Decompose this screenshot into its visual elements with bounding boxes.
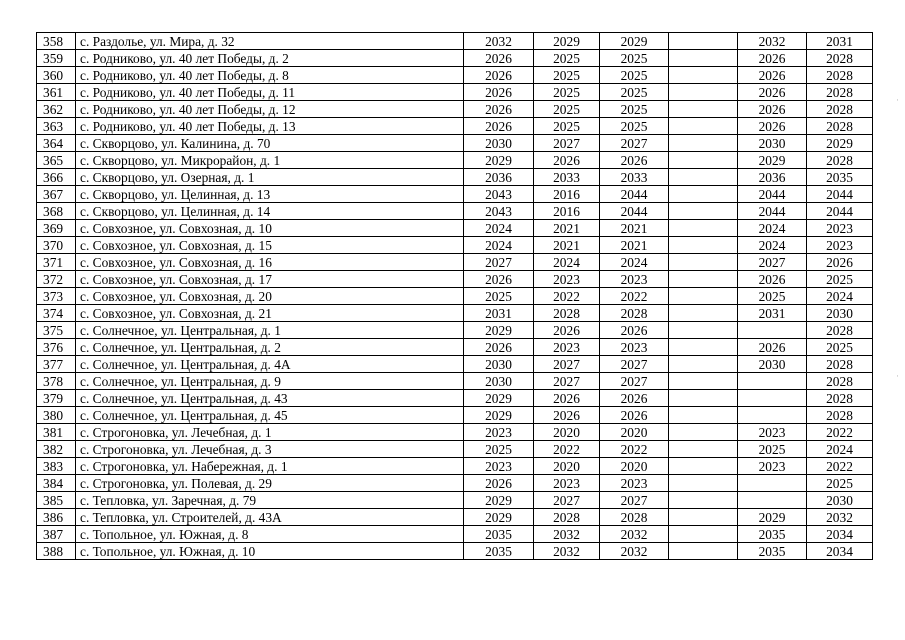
cell-year-col-2: 2027: [534, 356, 600, 373]
cell-row-number: 372: [37, 271, 76, 288]
cell-year-col-2: 2026: [534, 390, 600, 407]
cell-year-col-1: 2029: [464, 492, 534, 509]
cell-year-col-2: 2027: [534, 373, 600, 390]
cell-year-col-1: 2026: [464, 67, 534, 84]
table-row: [37, 458, 873, 475]
table-row: [37, 356, 873, 373]
cell-year-col-5: 2044: [738, 186, 807, 203]
cell-year-col-6: 2028: [807, 373, 873, 390]
cell-year-col-1: 2023: [464, 458, 534, 475]
cell-year-col-4: [669, 509, 738, 526]
cell-year-col-5: 2026: [738, 67, 807, 84]
cell-year-col-1: 2036: [464, 169, 534, 186]
cell-year-col-1: 2025: [464, 441, 534, 458]
cell-year-col-4: [669, 288, 738, 305]
cell-year-col-4: [669, 271, 738, 288]
table-row: [37, 305, 873, 322]
cell-year-col-5: 2026: [738, 118, 807, 135]
cell-year-col-6: 2044: [807, 203, 873, 220]
cell-year-col-5: 2031: [738, 305, 807, 322]
cell-address: с. Тепловка, ул. Заречная, д. 79: [76, 492, 464, 509]
cell-year-col-5: 2027: [738, 254, 807, 271]
cell-year-col-1: 2025: [464, 288, 534, 305]
cell-year-col-3: 2020: [600, 458, 669, 475]
cell-address: с. Строгоновка, ул. Набережная, д. 1: [76, 458, 464, 475]
cell-year-col-6: 2028: [807, 322, 873, 339]
cell-year-col-3: 2028: [600, 509, 669, 526]
cell-year-col-4: [669, 169, 738, 186]
cell-year-col-6: 2028: [807, 67, 873, 84]
cell-year-col-4: [669, 526, 738, 543]
table-row: [37, 152, 873, 169]
cell-year-col-2: 2028: [534, 509, 600, 526]
cell-address: с. Солнечное, ул. Центральная, д. 1: [76, 322, 464, 339]
cell-year-col-3: 2024: [600, 254, 669, 271]
cell-year-col-3: 2025: [600, 84, 669, 101]
cell-row-number: 376: [37, 339, 76, 356]
cell-address: с. Скворцово, ул. Микрорайон, д. 1: [76, 152, 464, 169]
cell-year-col-4: [669, 101, 738, 118]
cell-year-col-4: [669, 356, 738, 373]
cell-address: с. Родниково, ул. 40 лет Победы, д. 12: [76, 101, 464, 118]
cell-year-col-6: 2022: [807, 424, 873, 441]
cell-row-number: 359: [37, 50, 76, 67]
cell-year-col-6: 2030: [807, 492, 873, 509]
cell-year-col-3: 2029: [600, 33, 669, 50]
cell-row-number: 383: [37, 458, 76, 475]
cell-row-number: 379: [37, 390, 76, 407]
cell-year-col-4: [669, 373, 738, 390]
cell-year-col-5: 2026: [738, 50, 807, 67]
cell-year-col-4: [669, 475, 738, 492]
cell-year-col-3: 2022: [600, 288, 669, 305]
cell-year-col-2: 2021: [534, 237, 600, 254]
cell-year-col-3: 2022: [600, 441, 669, 458]
cell-row-number: 371: [37, 254, 76, 271]
table-row: [37, 339, 873, 356]
cell-row-number: 367: [37, 186, 76, 203]
cell-address: с. Скворцово, ул. Калинина, д. 70: [76, 135, 464, 152]
cell-year-col-6: 2034: [807, 526, 873, 543]
cell-year-col-1: 2029: [464, 407, 534, 424]
cell-year-col-6: 2028: [807, 50, 873, 67]
table-row: [37, 135, 873, 152]
cell-year-col-2: 2032: [534, 526, 600, 543]
cell-year-col-2: 2024: [534, 254, 600, 271]
cell-year-col-5: [738, 322, 807, 339]
table-row: [37, 441, 873, 458]
cell-year-col-1: 2035: [464, 543, 534, 560]
cell-address: с. Скворцово, ул. Целинная, д. 13: [76, 186, 464, 203]
cell-year-col-3: 2023: [600, 339, 669, 356]
cell-row-number: 377: [37, 356, 76, 373]
cell-year-col-5: 2025: [738, 288, 807, 305]
cell-year-col-4: [669, 458, 738, 475]
cell-year-col-4: [669, 339, 738, 356]
table-row: [37, 101, 873, 118]
cell-year-col-3: 2025: [600, 50, 669, 67]
cell-address: с. Солнечное, ул. Центральная, д. 45: [76, 407, 464, 424]
cell-address: с. Совхозное, ул. Совхозная, д. 16: [76, 254, 464, 271]
cell-address: с. Солнечное, ул. Центральная, д. 43: [76, 390, 464, 407]
cell-year-col-2: 2026: [534, 322, 600, 339]
cell-address: с. Солнечное, ул. Центральная, д. 4А: [76, 356, 464, 373]
table-row: [37, 424, 873, 441]
cell-year-col-6: 2024: [807, 441, 873, 458]
cell-year-col-2: 2022: [534, 441, 600, 458]
cell-year-col-3: 2032: [600, 543, 669, 560]
cell-year-col-5: 2030: [738, 356, 807, 373]
table-row: [37, 322, 873, 339]
cell-row-number: 378: [37, 373, 76, 390]
cell-year-col-3: 2023: [600, 475, 669, 492]
cell-year-col-2: 2028: [534, 305, 600, 322]
cell-address: с. Солнечное, ул. Центральная, д. 2: [76, 339, 464, 356]
cell-year-col-2: 2022: [534, 288, 600, 305]
table-row: [37, 390, 873, 407]
table-row: [37, 169, 873, 186]
cell-year-col-5: 2025: [738, 441, 807, 458]
cell-year-col-4: [669, 84, 738, 101]
cell-row-number: 368: [37, 203, 76, 220]
data-table: [36, 32, 873, 560]
cell-year-col-3: 2044: [600, 186, 669, 203]
table-row: [37, 373, 873, 390]
cell-year-col-5: 2024: [738, 220, 807, 237]
table-row: [37, 492, 873, 509]
cell-year-col-4: [669, 237, 738, 254]
cell-year-col-6: 2028: [807, 390, 873, 407]
cell-year-col-1: 2029: [464, 509, 534, 526]
cell-year-col-6: 2025: [807, 339, 873, 356]
cell-year-col-6: 2028: [807, 152, 873, 169]
cell-row-number: 369: [37, 220, 76, 237]
cell-year-col-2: 2023: [534, 475, 600, 492]
cell-year-col-4: [669, 152, 738, 169]
cell-year-col-2: 2020: [534, 458, 600, 475]
cell-year-col-1: 2024: [464, 220, 534, 237]
cell-address: с. Скворцово, ул. Озерная, д. 1: [76, 169, 464, 186]
cell-year-col-1: 2030: [464, 373, 534, 390]
cell-year-col-3: 2023: [600, 271, 669, 288]
cell-year-col-1: 2030: [464, 356, 534, 373]
cell-year-col-3: 2028: [600, 305, 669, 322]
table-row: [37, 237, 873, 254]
cell-year-col-6: 2023: [807, 237, 873, 254]
cell-year-col-4: [669, 118, 738, 135]
cell-year-col-2: 2023: [534, 339, 600, 356]
cell-year-col-2: 2025: [534, 50, 600, 67]
cell-row-number: 361: [37, 84, 76, 101]
cell-row-number: 382: [37, 441, 76, 458]
cell-year-col-6: 2025: [807, 475, 873, 492]
cell-year-col-6: 2029: [807, 135, 873, 152]
cell-row-number: 385: [37, 492, 76, 509]
cell-year-col-4: [669, 441, 738, 458]
cell-year-col-5: 2023: [738, 458, 807, 475]
cell-year-col-1: 2032: [464, 33, 534, 50]
cell-year-col-6: 2030: [807, 305, 873, 322]
cell-year-col-1: 2026: [464, 50, 534, 67]
cell-year-col-5: 2026: [738, 101, 807, 118]
cell-year-col-3: 2027: [600, 135, 669, 152]
cell-year-col-4: [669, 186, 738, 203]
cell-year-col-6: 2022: [807, 458, 873, 475]
cell-year-col-4: [669, 424, 738, 441]
cell-year-col-5: [738, 407, 807, 424]
cell-year-col-1: 2029: [464, 322, 534, 339]
cell-year-col-5: [738, 390, 807, 407]
cell-year-col-4: [669, 135, 738, 152]
cell-year-col-5: 2026: [738, 84, 807, 101]
cell-address: с. Родниково, ул. 40 лет Победы, д. 11: [76, 84, 464, 101]
cell-year-col-2: 2033: [534, 169, 600, 186]
cell-year-col-1: 2030: [464, 135, 534, 152]
cell-year-col-3: 2021: [600, 220, 669, 237]
cell-year-col-3: 2025: [600, 67, 669, 84]
cell-year-col-2: 2021: [534, 220, 600, 237]
cell-year-col-2: 2032: [534, 543, 600, 560]
table-row: [37, 407, 873, 424]
cell-year-col-2: 2016: [534, 203, 600, 220]
cell-row-number: 370: [37, 237, 76, 254]
cell-year-col-5: 2026: [738, 271, 807, 288]
cell-year-col-5: [738, 373, 807, 390]
table-body: [37, 33, 873, 560]
cell-year-col-1: 2023: [464, 424, 534, 441]
cell-year-col-3: 2026: [600, 390, 669, 407]
table-row: [37, 203, 873, 220]
table-row: [37, 118, 873, 135]
cell-year-col-2: 2020: [534, 424, 600, 441]
cell-year-col-4: [669, 407, 738, 424]
cell-year-col-3: 2044: [600, 203, 669, 220]
cell-year-col-4: [669, 33, 738, 50]
cell-year-col-3: 2027: [600, 492, 669, 509]
cell-address: с. Строгоновка, ул. Лечебная, д. 1: [76, 424, 464, 441]
cell-address: с. Совхозное, ул. Совхозная, д. 21: [76, 305, 464, 322]
cell-year-col-4: [669, 67, 738, 84]
cell-address: с. Совхозное, ул. Совхозная, д. 10: [76, 220, 464, 237]
cell-year-col-2: 2029: [534, 33, 600, 50]
cell-address: с. Родниково, ул. 40 лет Победы, д. 8: [76, 67, 464, 84]
cell-year-col-3: 2026: [600, 322, 669, 339]
cell-year-col-6: 2028: [807, 356, 873, 373]
cell-row-number: 363: [37, 118, 76, 135]
cell-year-col-2: 2027: [534, 492, 600, 509]
cell-year-col-1: 2029: [464, 152, 534, 169]
table-row: [37, 33, 873, 50]
cell-year-col-5: 2044: [738, 203, 807, 220]
table-row: [37, 84, 873, 101]
cell-year-col-4: [669, 254, 738, 271]
cell-row-number: 374: [37, 305, 76, 322]
cell-year-col-5: 2036: [738, 169, 807, 186]
cell-year-col-3: 2025: [600, 101, 669, 118]
cell-year-col-5: 2035: [738, 543, 807, 560]
cell-year-col-6: 2028: [807, 118, 873, 135]
cell-row-number: 388: [37, 543, 76, 560]
cell-year-col-3: 2032: [600, 526, 669, 543]
cell-year-col-4: [669, 203, 738, 220]
cell-year-col-2: 2016: [534, 186, 600, 203]
table-row: [37, 67, 873, 84]
cell-address: с. Родниково, ул. 40 лет Победы, д. 2: [76, 50, 464, 67]
cell-year-col-3: 2025: [600, 118, 669, 135]
cell-row-number: 386: [37, 509, 76, 526]
cell-year-col-2: 2025: [534, 84, 600, 101]
cell-year-col-5: 2035: [738, 526, 807, 543]
cell-row-number: 381: [37, 424, 76, 441]
cell-year-col-4: [669, 322, 738, 339]
cell-address: с. Раздолье, ул. Мира, д. 32: [76, 33, 464, 50]
cell-year-col-1: 2035: [464, 526, 534, 543]
cell-year-col-1: 2043: [464, 186, 534, 203]
cell-year-col-4: [669, 390, 738, 407]
cell-year-col-1: 2026: [464, 118, 534, 135]
cell-address: с. Скворцово, ул. Целинная, д. 14: [76, 203, 464, 220]
table-row: [37, 288, 873, 305]
cell-year-col-3: 2027: [600, 373, 669, 390]
cell-row-number: 380: [37, 407, 76, 424]
cell-year-col-1: 2029: [464, 390, 534, 407]
cell-row-number: 358: [37, 33, 76, 50]
cell-address: с. Топольное, ул. Южная, д. 8: [76, 526, 464, 543]
cell-row-number: 375: [37, 322, 76, 339]
table-row: [37, 475, 873, 492]
cell-row-number: 365: [37, 152, 76, 169]
cell-year-col-2: 2023: [534, 271, 600, 288]
cell-year-col-4: [669, 305, 738, 322]
cell-year-col-5: 2032: [738, 33, 807, 50]
cell-address: с. Строгоновка, ул. Полевая, д. 29: [76, 475, 464, 492]
cell-address: с. Строгоновка, ул. Лечебная, д. 3: [76, 441, 464, 458]
table-row: [37, 526, 873, 543]
table-row: [37, 271, 873, 288]
scan-speck: ·: [896, 372, 899, 382]
cell-year-col-5: 2026: [738, 339, 807, 356]
cell-year-col-6: 2034: [807, 543, 873, 560]
cell-address: с. Родниково, ул. 40 лет Победы, д. 13: [76, 118, 464, 135]
cell-row-number: 362: [37, 101, 76, 118]
cell-year-col-1: 2026: [464, 271, 534, 288]
cell-year-col-6: 2028: [807, 407, 873, 424]
cell-year-col-5: 2030: [738, 135, 807, 152]
table-row: [37, 186, 873, 203]
cell-year-col-1: 2027: [464, 254, 534, 271]
cell-year-col-6: 2032: [807, 509, 873, 526]
cell-year-col-2: 2027: [534, 135, 600, 152]
table-row: [37, 50, 873, 67]
cell-year-col-3: 2033: [600, 169, 669, 186]
cell-year-col-4: [669, 50, 738, 67]
cell-row-number: 360: [37, 67, 76, 84]
cell-year-col-4: [669, 543, 738, 560]
cell-year-col-6: 2025: [807, 271, 873, 288]
cell-year-col-6: 2028: [807, 101, 873, 118]
cell-year-col-1: 2031: [464, 305, 534, 322]
cell-year-col-4: [669, 492, 738, 509]
cell-year-col-1: 2026: [464, 475, 534, 492]
cell-year-col-6: 2035: [807, 169, 873, 186]
cell-year-col-6: 2026: [807, 254, 873, 271]
cell-year-col-5: [738, 475, 807, 492]
table-row: [37, 543, 873, 560]
cell-year-col-1: 2026: [464, 339, 534, 356]
cell-address: с. Тепловка, ул. Строителей, д. 43А: [76, 509, 464, 526]
table-row: [37, 509, 873, 526]
cell-year-col-2: 2025: [534, 67, 600, 84]
cell-year-col-3: 2026: [600, 407, 669, 424]
cell-year-col-6: 2031: [807, 33, 873, 50]
cell-year-col-1: 2026: [464, 84, 534, 101]
cell-year-col-5: 2023: [738, 424, 807, 441]
cell-year-col-5: 2024: [738, 237, 807, 254]
cell-year-col-2: 2025: [534, 118, 600, 135]
cell-year-col-2: 2025: [534, 101, 600, 118]
cell-year-col-4: [669, 220, 738, 237]
cell-year-col-5: [738, 492, 807, 509]
cell-year-col-6: 2028: [807, 84, 873, 101]
cell-year-col-2: 2026: [534, 407, 600, 424]
cell-year-col-1: 2043: [464, 203, 534, 220]
cell-year-col-1: 2024: [464, 237, 534, 254]
cell-row-number: 364: [37, 135, 76, 152]
cell-year-col-6: 2024: [807, 288, 873, 305]
scan-speck: ·: [896, 96, 899, 106]
cell-year-col-3: 2026: [600, 152, 669, 169]
cell-row-number: 373: [37, 288, 76, 305]
cell-address: с. Топольное, ул. Южная, д. 10: [76, 543, 464, 560]
cell-row-number: 366: [37, 169, 76, 186]
cell-year-col-6: 2044: [807, 186, 873, 203]
cell-address: с. Совхозное, ул. Совхозная, д. 15: [76, 237, 464, 254]
cell-address: с. Солнечное, ул. Центральная, д. 9: [76, 373, 464, 390]
cell-year-col-3: 2027: [600, 356, 669, 373]
cell-year-col-3: 2021: [600, 237, 669, 254]
cell-address: с. Совхозное, ул. Совхозная, д. 20: [76, 288, 464, 305]
cell-year-col-6: 2023: [807, 220, 873, 237]
cell-year-col-2: 2026: [534, 152, 600, 169]
cell-year-col-5: 2029: [738, 509, 807, 526]
cell-row-number: 387: [37, 526, 76, 543]
cell-year-col-1: 2026: [464, 101, 534, 118]
cell-row-number: 384: [37, 475, 76, 492]
table-row: [37, 220, 873, 237]
table-row: [37, 254, 873, 271]
cell-year-col-5: 2029: [738, 152, 807, 169]
cell-year-col-3: 2020: [600, 424, 669, 441]
cell-address: с. Совхозное, ул. Совхозная, д. 17: [76, 271, 464, 288]
